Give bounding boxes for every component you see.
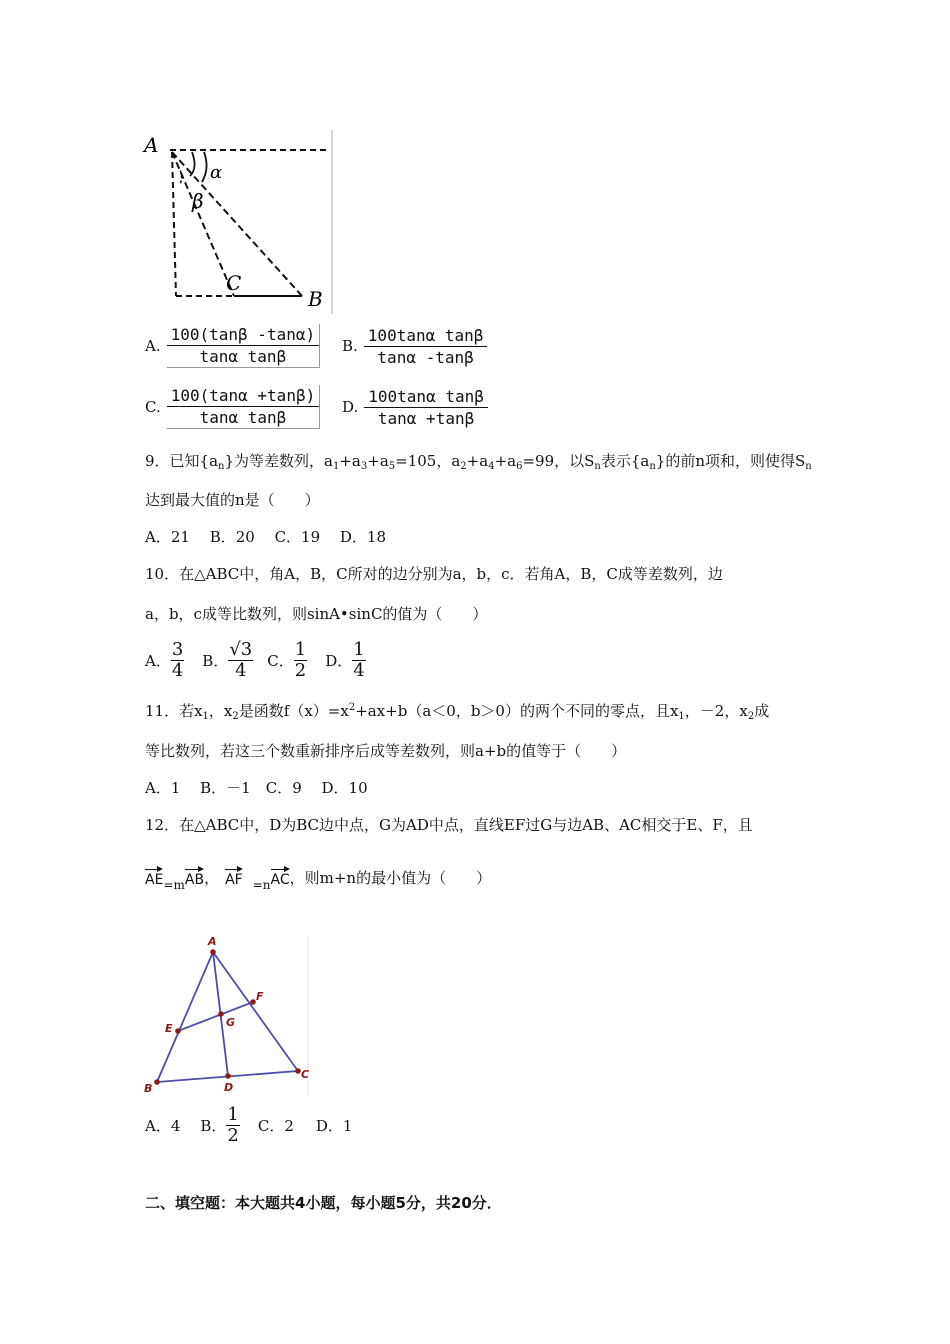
option-letter: B. <box>342 337 358 355</box>
label-A: A <box>208 935 217 948</box>
vector-AF: AF <box>225 866 243 888</box>
q8-option-d <box>342 383 488 431</box>
option-letter: B． <box>202 651 229 670</box>
label-alpha: α <box>210 162 223 183</box>
q8-option-c <box>145 383 320 431</box>
option-letter: C. <box>145 398 161 416</box>
option-fraction: $\frac{\text{100tanα tanβ}}{\tan\alpha +\tan\beta}$ <box>364 386 488 429</box>
figure-triangle <box>140 930 315 1100</box>
q12-options: A．4 B． $\frac{1}{2}$ C．2 D．1 <box>145 1103 353 1146</box>
q10-stem-line1: 10．在△ABC中，角A，B，C所对的边分别为a，b，c．若角A，B，C成等差数列，边 <box>145 565 723 583</box>
vector-AB: AB <box>185 866 204 888</box>
q9-options: A．21 B．20 C．19 D．18 <box>145 528 387 546</box>
q8-option-b <box>342 322 487 370</box>
figure-angle-diagram <box>140 130 340 320</box>
option-fraction: $\frac{1}{2}$ <box>227 1103 239 1146</box>
label-D: D <box>224 1081 234 1094</box>
option-fraction: $\frac{\text{100tanα tanβ}}{\tan\alpha -\tan\beta}$ <box>364 325 488 368</box>
option-fraction: $\frac{√3}{4}$ <box>229 638 253 681</box>
q8-option-a <box>145 322 320 370</box>
label-beta: β <box>192 189 204 213</box>
label-B: B <box>144 1082 153 1095</box>
vector-AE: AE <box>145 866 163 888</box>
q9-stem-line1: 9．已知$\{a_n\}$为等差数列，$a_1+a_3+a_5=105$，$a_2+a_4+a_6=99$，以$S_n$表示$\{a_n\}$的前n项和，则使得$S_n$ <box>145 452 812 472</box>
option-fraction: $\frac{100(\tan\alpha +\tan\beta)}{\text{tanα tanβ}}$ <box>167 385 321 429</box>
label-B: B <box>308 287 323 311</box>
vector-AC: AC <box>271 866 290 888</box>
option-fraction: $\frac{100(\tan\beta -\tan\alpha)}{\text{tanα tanβ}}$ <box>167 324 321 368</box>
option-fraction: $\frac{3}{4}$ <box>171 638 184 681</box>
label-A: A <box>144 133 159 157</box>
q11-options: A．1 B．－1 C．9 D．10 <box>145 779 368 797</box>
q10-options <box>145 636 366 684</box>
option-fraction: $\frac{1}{4}$ <box>353 638 365 681</box>
label-E: E <box>165 1022 173 1035</box>
q12-stem-line1: 12．在△ABC中，D为BC边中点，G为AD中点，直线EF过G与边AB、AC相交于E、F，且 <box>145 816 753 834</box>
q12-stem-line2: AE =m AB ， AF =n AC ，则m+n的最小值为（ ） <box>145 866 491 888</box>
section-heading: 二、填空题：本大题共4小题，每小题5分，共20分． <box>145 1194 502 1212</box>
label-C: C <box>301 1068 310 1081</box>
label-F: F <box>256 990 264 1003</box>
q11-stem-line2: 等比数列，若这三个数重新排序后成等差数列，则a+b的值等于（ ） <box>145 742 627 760</box>
option-letter: A． <box>145 651 171 670</box>
label-G: G <box>226 1016 236 1029</box>
label-C: C <box>226 271 242 295</box>
q10-stem-line2: a，b，c成等比数列，则sinA•sinC的值为（ ） <box>145 605 488 623</box>
option-letter: C． <box>267 651 294 670</box>
option-letter: D. <box>342 398 359 416</box>
q9-stem-line2: 达到最大值的n是（ ） <box>145 491 320 509</box>
option-letter: A. <box>145 337 161 355</box>
q11-stem-line1: 11．若$x_1$，$x_2$是函数$f(x)=x^2+ax+b(a<0$，b＞0）的两个不同的零点，且$x_1$，－2，$x_2$成 <box>145 702 770 722</box>
option-fraction: $\frac{1}{2}$ <box>294 638 307 681</box>
option-letter: D． <box>325 651 353 670</box>
